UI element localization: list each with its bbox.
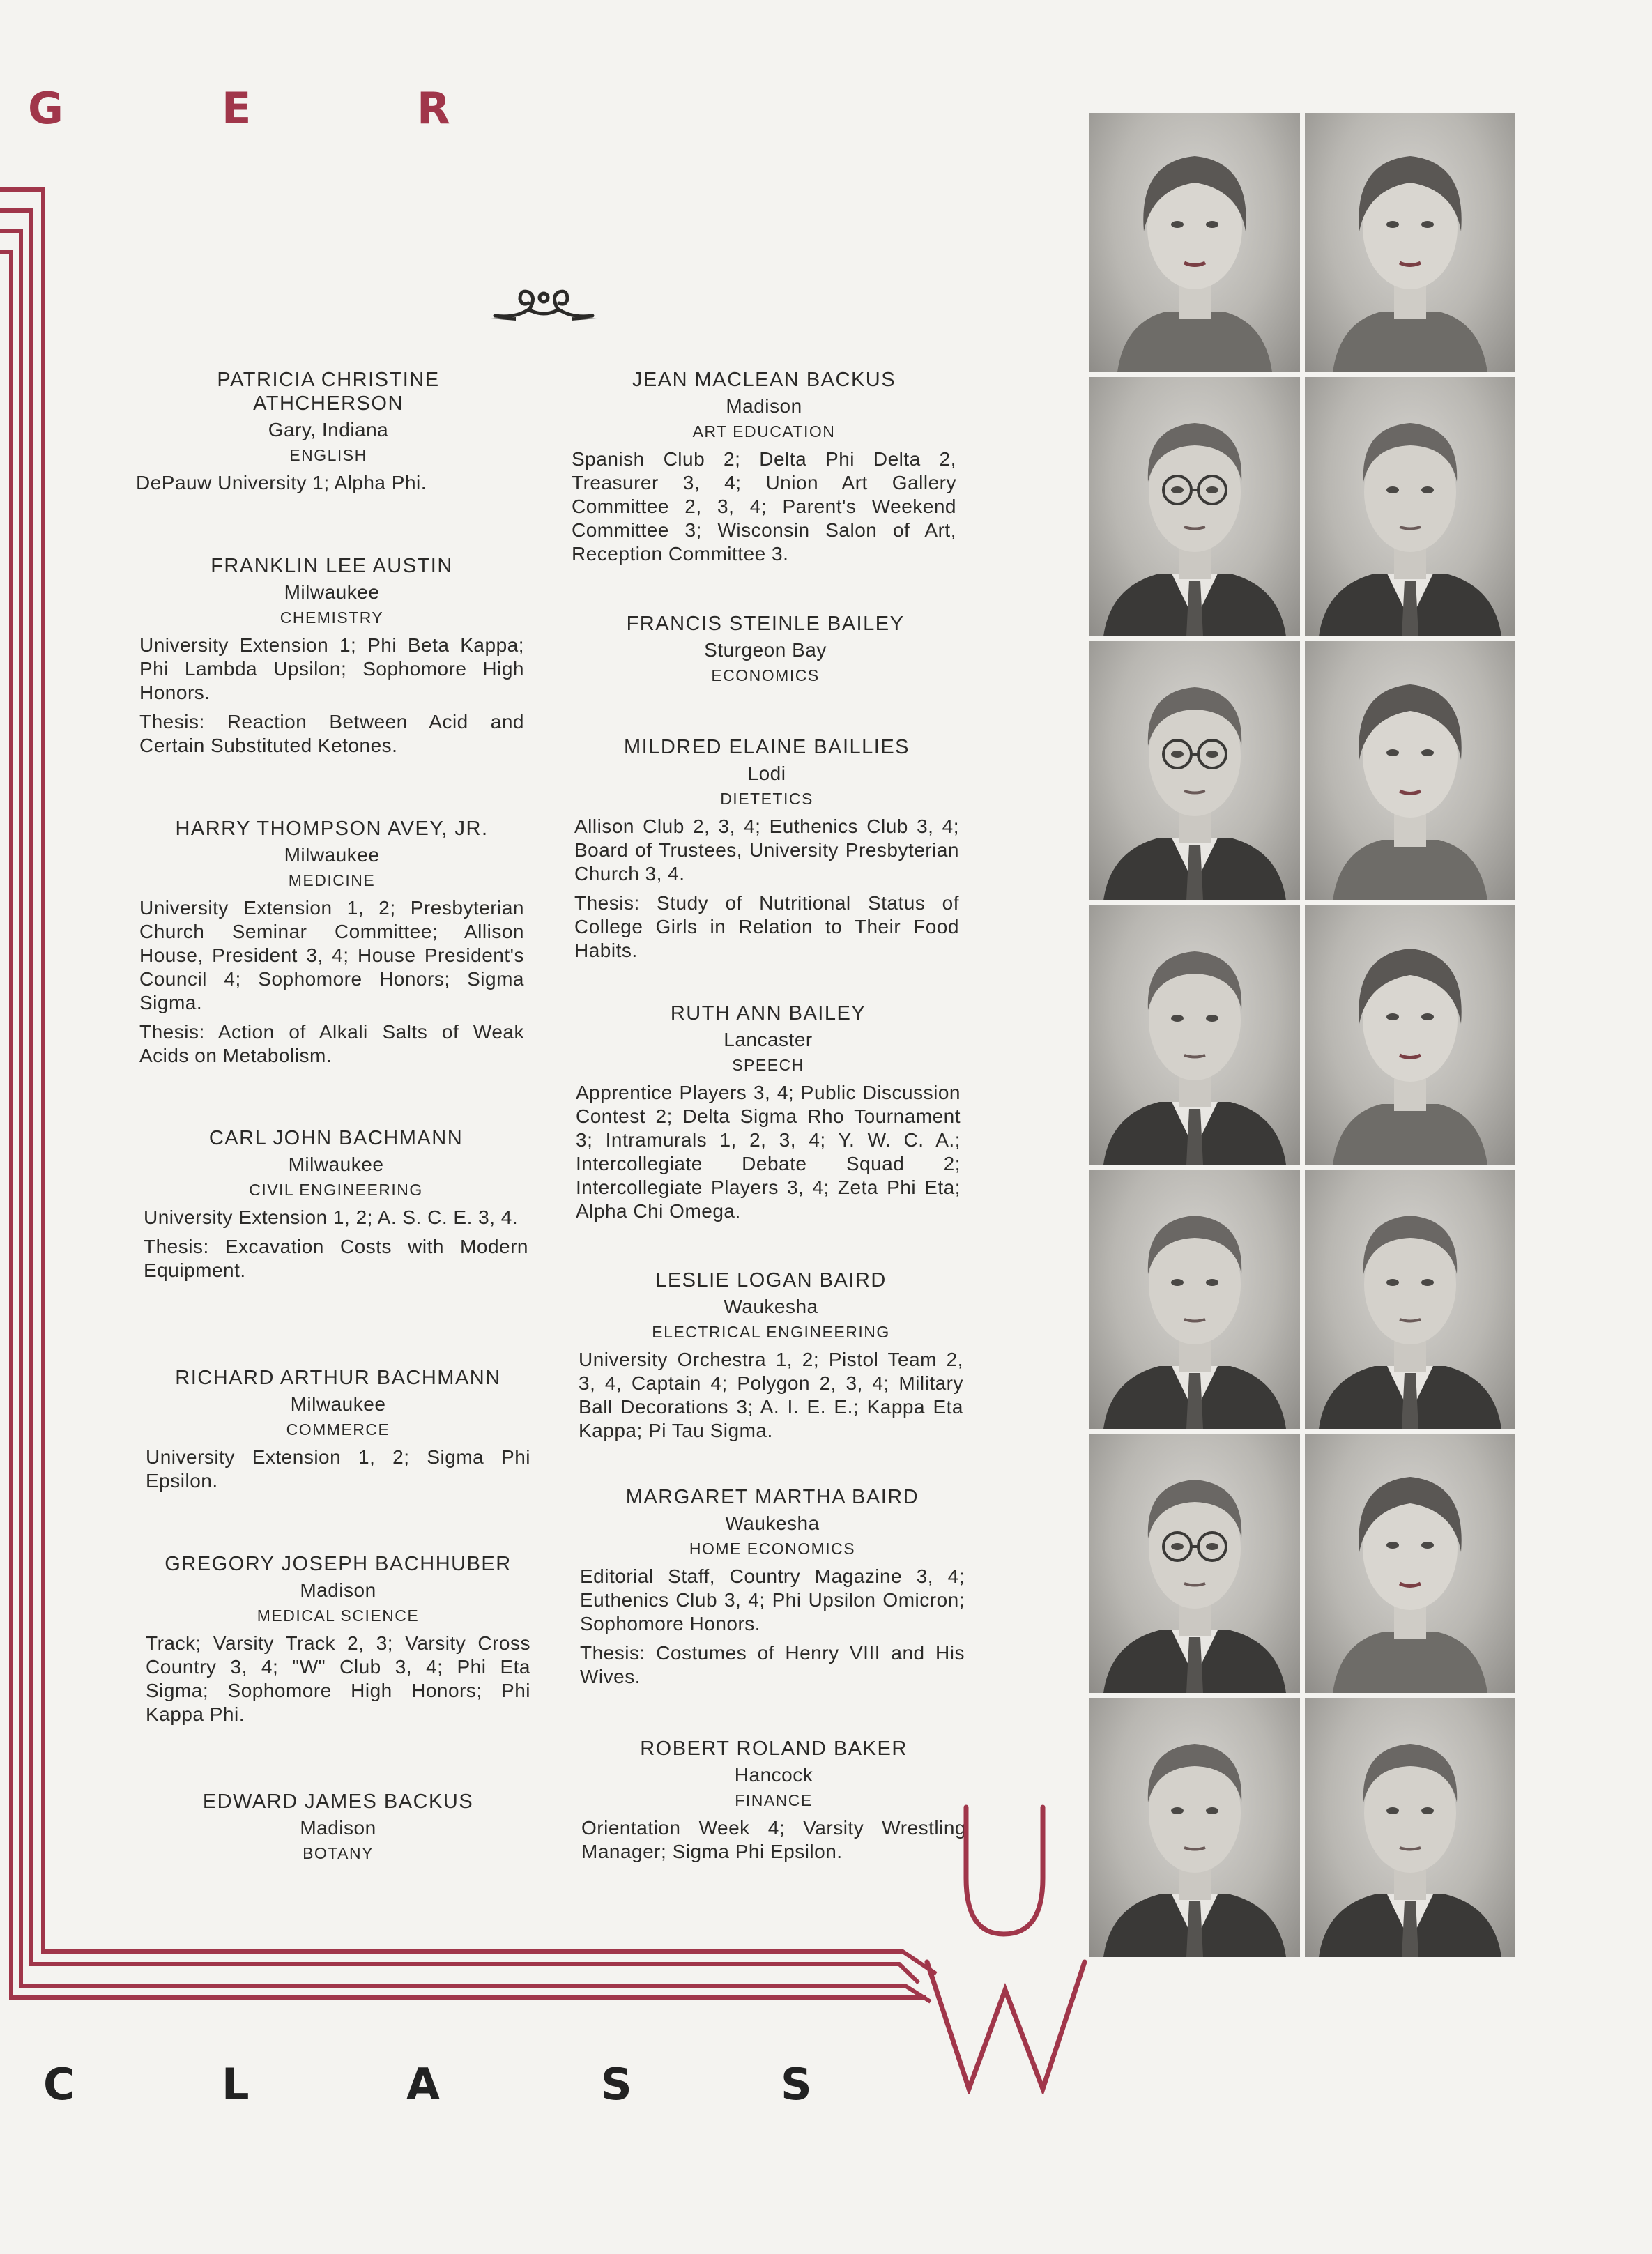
- student-entry: [574, 735, 959, 963]
- student-hometown: Madison: [300, 1817, 376, 1839]
- portrait-silhouette-icon: [1305, 1170, 1515, 1429]
- student-entry: [580, 1485, 965, 1689]
- header-letter-g: G: [28, 83, 63, 134]
- portrait-man-glasses: [1089, 377, 1300, 636]
- student-major: ELECTRICAL ENGINEERING: [652, 1323, 890, 1341]
- portrait-man-dark-suit: [1305, 1170, 1515, 1429]
- student-hometown: Hancock: [734, 1764, 813, 1786]
- student-major: COMMERCE: [286, 1420, 390, 1439]
- portrait-woman-braided-hair: [1305, 113, 1515, 372]
- student-major: FINANCE: [735, 1791, 813, 1809]
- portrait-woman-short-hair: [1305, 641, 1515, 900]
- student-hometown: Milwaukee: [284, 844, 380, 866]
- portrait-silhouette-icon: [1089, 905, 1300, 1165]
- student-major: HOME ECONOMICS: [689, 1540, 856, 1558]
- student-name: RICHARD ARTHUR BACHMANN: [175, 1367, 501, 1389]
- student-name: CARL JOHN BACHMANN: [208, 1127, 464, 1149]
- student-major: ECONOMICS: [711, 666, 820, 684]
- portrait-silhouette-icon: [1305, 641, 1515, 900]
- student-name: FRANKLIN LEE AUSTIN: [211, 555, 453, 577]
- portrait-woman-curled-hair: [1089, 113, 1300, 372]
- student-activities: DePauw University 1; Alpha Phi.: [136, 472, 427, 493]
- student-hometown: Gary, Indiana: [268, 419, 389, 440]
- portrait-silhouette-icon: [1305, 905, 1515, 1165]
- portrait-silhouette-icon: [1305, 113, 1515, 372]
- student-major: BOTANY: [303, 1844, 374, 1862]
- portrait-silhouette-icon: [1305, 377, 1515, 636]
- student-thesis: Thesis: Action of Alkali Salts of Weak Acids on Metabolism.: [139, 1021, 524, 1066]
- header-letter-e: E: [222, 83, 252, 134]
- portrait-man-small-glasses: [1089, 1434, 1300, 1693]
- student-hometown: Waukesha: [725, 1512, 820, 1534]
- student-name: HARRY THOMPSON AVEY, JR.: [175, 818, 489, 840]
- student-entry: [573, 612, 958, 687]
- uw-monogram: [920, 1802, 1101, 2094]
- student-major: ENGLISH: [289, 446, 367, 464]
- student-thesis: Thesis: Costumes of Henry VIII and His Wives.: [580, 1642, 965, 1687]
- student-entry: [136, 368, 521, 495]
- student-activities: Apprentice Players 3, 4; Public Discussion Contest 2; Delta Sigma Rho Tournament 3; Intramurals 1, 2, 3, 4; Y. W. C. A.; Intercollegiate Debate Squad 2; Intercollegiate Players 3, 4; Zeta Phi Eta; Alpha Chi Omega.: [576, 1082, 961, 1222]
- student-thesis: Thesis: Reaction Between Acid and Certain Substituted Ketones.: [139, 711, 524, 756]
- student-hometown: Milwaukee: [284, 581, 380, 603]
- student-entry: [576, 1002, 961, 1223]
- portrait-man-suit: [1089, 905, 1300, 1165]
- student-hometown: Milwaukee: [288, 1153, 384, 1175]
- student-entry: [146, 1552, 530, 1726]
- student-major: CHEMISTRY: [280, 608, 384, 627]
- student-hometown: Sturgeon Bay: [704, 639, 827, 661]
- portrait-silhouette-icon: [1089, 1170, 1300, 1429]
- portrait-silhouette-icon: [1089, 377, 1300, 636]
- student-major: CIVIL ENGINEERING: [249, 1181, 423, 1199]
- portrait-silhouette-icon: [1089, 1698, 1300, 1957]
- student-hometown: Milwaukee: [290, 1393, 386, 1415]
- student-entry: [144, 1126, 528, 1282]
- student-entry: [572, 368, 956, 566]
- footer-letter-l: L: [222, 2059, 250, 2110]
- student-activities: Orientation Week 4; Varsity Wrestling Manager; Sigma Phi Epsilon.: [581, 1817, 966, 1862]
- portrait-man-light-hair: [1089, 1170, 1300, 1429]
- student-major: SPEECH: [732, 1056, 804, 1074]
- student-entry: [146, 1790, 530, 1865]
- student-name: GREGORY JOSEPH BACHHUBER: [165, 1553, 512, 1575]
- portrait-silhouette-icon: [1305, 1698, 1515, 1957]
- student-name: EDWARD JAMES BACKUS: [202, 1791, 474, 1813]
- scroll-ornament-icon: [488, 282, 599, 324]
- footer-letter-c: C: [43, 2059, 75, 2110]
- student-name: JEAN MACLEAN BACKUS: [632, 369, 896, 391]
- student-activities: Editorial Staff, Country Magazine 3, 4; Euthenics Club 3, 4; Phi Upsilon Omicron; Sophomore Honors.: [580, 1565, 965, 1634]
- student-activities: Spanish Club 2; Delta Phi Delta 2, Treasurer 3, 4; Union Art Gallery Committee 2, 3, 4; Parent's Weekend Committee 3; Wisconsin Salon of Art, Reception Committee 3.: [572, 448, 956, 565]
- student-name: FRANCIS STEINLE BAILEY: [626, 613, 905, 635]
- student-thesis: Thesis: Study of Nutritional Status of College Girls in Relation to Their Food Habits.: [574, 892, 959, 961]
- portrait-man-balding: [1305, 1698, 1515, 1957]
- student-name: ROBERT ROLAND BAKER: [640, 1738, 908, 1760]
- student-entry: [146, 1366, 530, 1493]
- student-hometown: Lodi: [747, 762, 786, 784]
- student-activities: Track; Varsity Track 2, 3; Varsity Cross Country 3, 4; "W" Club 3, 4; Phi Eta Sigma; Sophomore High Honors; Phi Kappa Phi.: [146, 1632, 530, 1725]
- student-name: RUTH ANN BAILEY: [670, 1002, 866, 1025]
- student-major: MEDICAL SCIENCE: [257, 1607, 420, 1625]
- footer-letter-s: S: [601, 2059, 632, 2110]
- student-thesis: Thesis: Excavation Costs with Modern Equipment.: [144, 1236, 528, 1281]
- student-name: MARGARET MARTHA BAIRD: [625, 1486, 919, 1508]
- portrait-woman-profile: [1305, 1434, 1515, 1693]
- portrait-man-smiling: [1089, 1698, 1300, 1957]
- portrait-silhouette-icon: [1305, 1434, 1515, 1693]
- portrait-silhouette-icon: [1089, 113, 1300, 372]
- student-hometown: Madison: [726, 395, 802, 417]
- student-major: DIETETICS: [720, 790, 813, 808]
- student-hometown: Lancaster: [724, 1029, 813, 1050]
- student-major: MEDICINE: [288, 871, 376, 889]
- header-letter-r: R: [417, 83, 450, 134]
- student-activities: University Extension 1, 2; A. S. C. E. 3, 4.: [144, 1206, 519, 1228]
- student-activities: University Extension 1, 2; Presbyterian Church Seminar Committee; Allison House, President 3, 4; House President's Council 4; Sophomore Honors; Sigma Sigma.: [139, 897, 524, 1013]
- student-major: ART EDUCATION: [692, 422, 836, 440]
- student-activities: University Orchestra 1, 2; Pistol Team 2, 3, 4, Captain 4; Polygon 2, 3, 4; Military Ball Decorations 3; A. I. E. E.; Kappa Eta Kappa; Pi Tau Sigma.: [579, 1349, 963, 1441]
- student-entry: [139, 817, 524, 1068]
- portrait-woman-dark-dress: [1305, 905, 1515, 1165]
- student-activities: Allison Club 2, 3, 4; Euthenics Club 3, 4; Board of Trustees, University Presbyterian Church 3, 4.: [574, 815, 959, 884]
- student-hometown: Madison: [300, 1579, 376, 1601]
- portrait-man-round-glasses: [1089, 641, 1300, 900]
- student-hometown: Waukesha: [724, 1296, 818, 1317]
- student-name: LESLIE LOGAN BAIRD: [655, 1269, 887, 1291]
- student-name: MILDRED ELAINE BAILLIES: [623, 736, 910, 758]
- student-name: PATRICIA CHRISTINE ATHCHERSON: [217, 369, 440, 415]
- portrait-silhouette-icon: [1089, 641, 1300, 900]
- student-entry: [581, 1737, 966, 1864]
- portrait-silhouette-icon: [1089, 1434, 1300, 1693]
- student-activities: University Extension 1, 2; Sigma Phi Epsilon.: [146, 1446, 530, 1492]
- student-activities: University Extension 1; Phi Beta Kappa; Phi Lambda Upsilon; Sophomore High Honors.: [139, 634, 524, 703]
- student-entry: [579, 1268, 963, 1443]
- student-entry: [139, 554, 524, 758]
- footer-letter-a: A: [406, 2059, 440, 2110]
- portrait-man-tie: [1305, 377, 1515, 636]
- footer-letter-s: S: [781, 2059, 812, 2110]
